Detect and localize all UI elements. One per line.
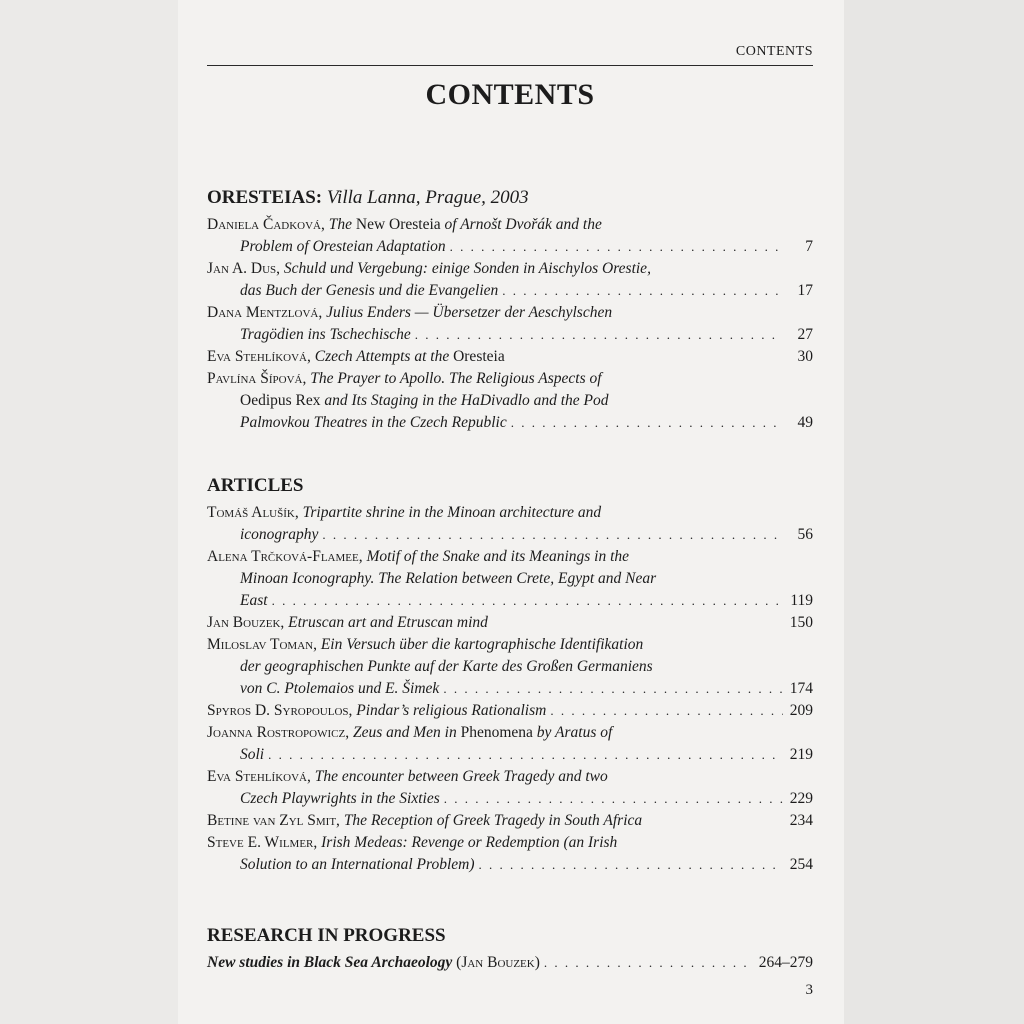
page-number: 254	[789, 856, 813, 873]
section-heading: RESEARCH IN PROGRESS	[207, 925, 446, 946]
page-number: 49	[797, 414, 813, 431]
page-number: 174	[789, 680, 813, 697]
section-oresteias	[207, 186, 813, 434]
toc-entry[interactable]: New studies in Black Sea Archaeology (Jan Bouzek) . . . 264–279	[207, 952, 813, 974]
toc-entry[interactable]: Daniela Čadková, The New Oresteia of Arnošt Dvořák and the Problem of Oresteian Adaptation . . . 7	[207, 214, 813, 258]
page-gutter-right	[844, 0, 1024, 1024]
toc-entry[interactable]: Dana Mentzlová, Julius Enders — Übersetzer der Aeschylschen Tragödien ins Tschechische . . . 27	[207, 302, 813, 346]
page-number: 56	[797, 526, 813, 543]
toc-entry[interactable]: Pavlína Šípová, The Prayer to Apollo. The Religious Aspects of Oedipus Rex and Its Staging in the HaDivadlo and the Pod Palmovkou Theatres in the Czech Republic . . . 49	[207, 368, 813, 434]
page-gutter-left	[0, 0, 178, 1024]
page-title: CONTENTS	[425, 78, 595, 111]
page-number: 234	[789, 812, 813, 829]
toc-entry[interactable]: Jan A. Dus, Schuld und Vergebung: einige Sonden in Aischylos Orestie, das Buch der Genesis und die Evangelien . . . 17	[207, 258, 813, 302]
page-number: 30	[797, 348, 813, 365]
toc-entry[interactable]: Alena Trčková-Flamee, Motif of the Snake and its Meanings in the Minoan Iconography. The Relation between Crete, Egypt and Near East . . . 119	[207, 546, 813, 612]
section-heading: ARTICLES	[207, 475, 304, 496]
toc-entry[interactable]: Eva Stehlíková, The encounter between Greek Tragedy and two Czech Playwrights in the Sixties . . . 229	[207, 766, 813, 810]
folio-page-number: 3	[805, 982, 813, 998]
toc-entry[interactable]: Spyros D. Syropoulos, Pindar’s religious Rationalism . . . 209	[207, 700, 813, 722]
page-number: 7	[805, 238, 813, 255]
toc-entry[interactable]: Eva Stehlíková, Czech Attempts at the Oresteia 30	[207, 346, 813, 368]
section-articles	[207, 474, 813, 876]
table-of-contents	[207, 186, 813, 974]
toc-entry[interactable]: Tomáš Alušík, Tripartite shrine in the Minoan architecture and iconography . . . 56	[207, 502, 813, 546]
page-number: 27	[797, 326, 813, 343]
toc-entry[interactable]: Steve E. Wilmer, Irish Medeas: Revenge or Redemption (an Irish Solution to an International Problem) . . . 254	[207, 832, 813, 876]
running-head: CONTENTS	[735, 44, 813, 59]
toc-entry[interactable]: Jan Bouzek, Etruscan art and Etruscan mind 150	[207, 612, 813, 634]
page-number: 150	[789, 614, 813, 631]
page-number: 119	[790, 592, 813, 609]
header-rule	[207, 65, 813, 66]
page-number: 229	[789, 790, 813, 807]
section-research-in-progress	[207, 924, 813, 974]
toc-entry[interactable]: Miloslav Toman, Ein Versuch über die kartographische Identifikation der geographischen Punkte auf der Karte des Großen Germaniens von C. Ptolemaios und E. Šimek . . . 174	[207, 634, 813, 700]
toc-entry[interactable]: Joanna Rostropowicz, Zeus and Men in Phenomena by Aratus of Soli . . . 219	[207, 722, 813, 766]
page-number: 209	[789, 702, 813, 719]
toc-entry[interactable]: Betine van Zyl Smit, The Reception of Greek Tragedy in South Africa 234	[207, 810, 813, 832]
page-number: 17	[797, 282, 813, 299]
page-number: 264–279	[758, 954, 813, 971]
section-heading: ORESTEIAS: Villa Lanna, Prague, 2003	[207, 187, 529, 208]
page-number: 219	[789, 746, 813, 763]
